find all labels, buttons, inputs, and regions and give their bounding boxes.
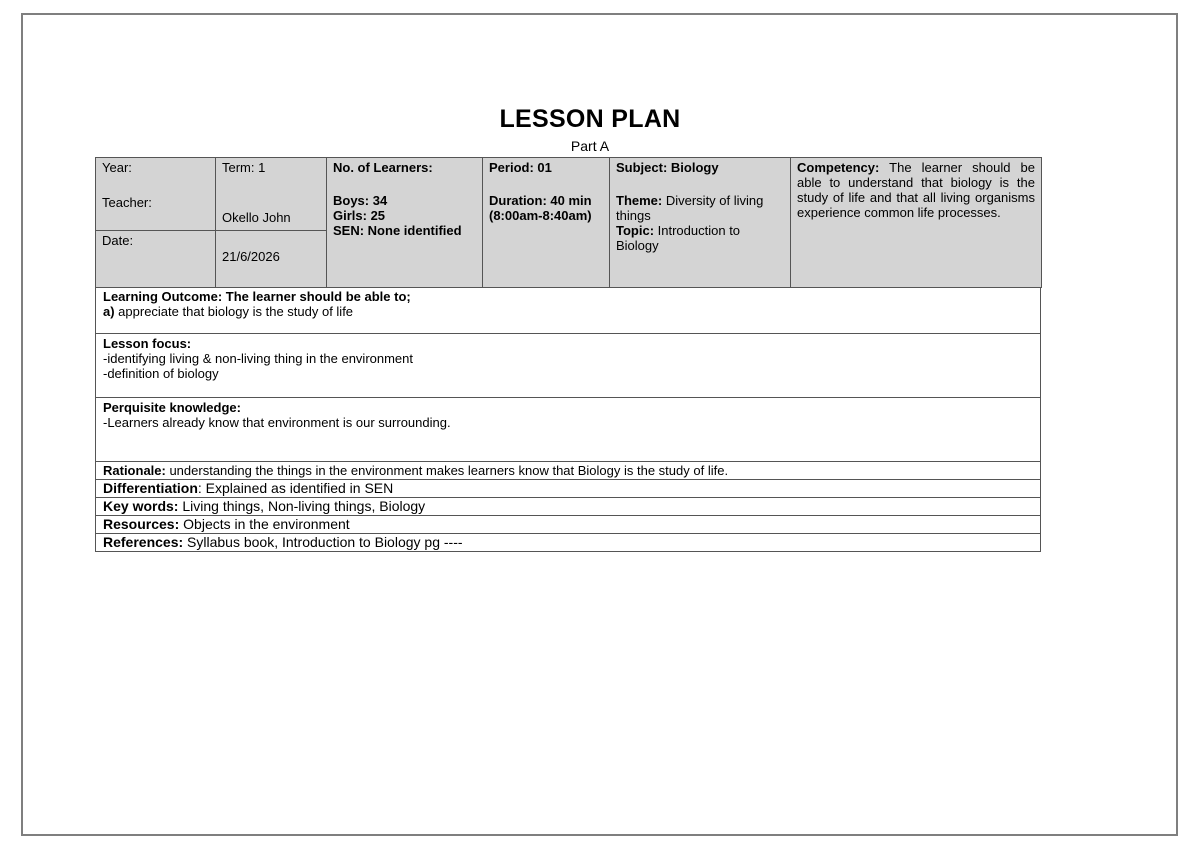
learning-outcome-item-prefix: a) — [103, 304, 115, 319]
date-label: Date: — [102, 233, 134, 248]
references-text: Syllabus book, Introduction to Biology pg ---- — [183, 534, 463, 550]
prerequisite-section — [95, 398, 1041, 462]
term-teacher-cell — [216, 158, 327, 231]
period-cell — [483, 158, 610, 288]
subject-cell — [610, 158, 791, 288]
learning-outcome-section — [95, 287, 1041, 334]
learning-outcome-heading: Learning Outcome: The learner should be able to; — [103, 289, 411, 304]
prerequisite-heading: Perquisite knowledge: — [103, 400, 241, 415]
competency-cell — [791, 158, 1042, 288]
theme-label: Theme: — [616, 193, 663, 208]
term-value: Term: 1 — [222, 160, 266, 175]
theme-line — [616, 193, 784, 223]
date-value-cell — [216, 231, 327, 288]
competency-label: Competency: — [797, 160, 880, 175]
learning-outcome-item-text: appreciate that biology is the study of life — [114, 304, 354, 319]
duration-value: Duration: 40 min (8:00am-8:40am) — [489, 193, 592, 223]
differentiation-label: Differentiation — [103, 480, 198, 496]
references-label: References: — [103, 534, 184, 550]
date-label-cell — [96, 231, 216, 288]
key-words-row — [95, 498, 1041, 516]
date-value: 21/6/2026 — [222, 249, 280, 264]
references-row — [95, 534, 1041, 552]
topic-value: Introduction to Biology — [616, 223, 741, 253]
key-words-label: Key words: — [103, 498, 179, 514]
lesson-focus-line-2: -definition of biology — [103, 366, 219, 381]
subject-value: Subject: Biology — [616, 160, 719, 175]
differentiation-text: : Explained as identified in SEN — [197, 480, 394, 496]
competency-text — [797, 160, 1035, 220]
rationale-label: Rationale: — [103, 463, 166, 478]
document-title: LESSON PLAN — [499, 105, 681, 133]
competency-value: The learner should be able to understand that biology is the study of life and that all living organisms experience common life processes. — [797, 160, 1035, 220]
sen-value: SEN: None identified — [333, 223, 462, 238]
resources-text: Objects in the environment — [179, 516, 350, 532]
prerequisite-line-1: -Learners already know that environment is our surrounding. — [103, 415, 451, 430]
topic-label: Topic: — [616, 223, 655, 238]
year-label: Year: — [102, 160, 132, 175]
teacher-label: Teacher: — [102, 195, 152, 210]
learners-label: No. of Learners: — [333, 160, 433, 175]
theme-value: Diversity of living things — [616, 193, 764, 223]
lesson-focus-section — [95, 334, 1041, 398]
boys-count: Boys: 34 — [333, 193, 388, 208]
resources-row — [95, 516, 1041, 534]
lesson-focus-line-1: -identifying living & non-living thing in the environment — [103, 351, 414, 366]
lesson-focus-heading: Lesson focus: — [103, 336, 192, 351]
learners-cell — [327, 158, 483, 288]
key-words-text: Living things, Non-living things, Biology — [178, 498, 426, 514]
lesson-header-table — [95, 157, 1042, 288]
girls-count: Girls: 25 — [333, 208, 386, 223]
resources-label: Resources: — [103, 516, 180, 532]
rationale-text: understanding the things in the environment makes learners know that Biology is the study of life. — [165, 463, 729, 478]
period-value: Period: 01 — [489, 160, 552, 175]
differentiation-row — [95, 480, 1041, 498]
rationale-row — [95, 462, 1041, 480]
year-teacher-cell — [96, 158, 216, 231]
teacher-name: Okello John — [222, 210, 291, 225]
learning-outcome-item — [103, 304, 1033, 319]
document-subtitle: Part A — [570, 138, 610, 154]
topic-line — [616, 223, 784, 253]
